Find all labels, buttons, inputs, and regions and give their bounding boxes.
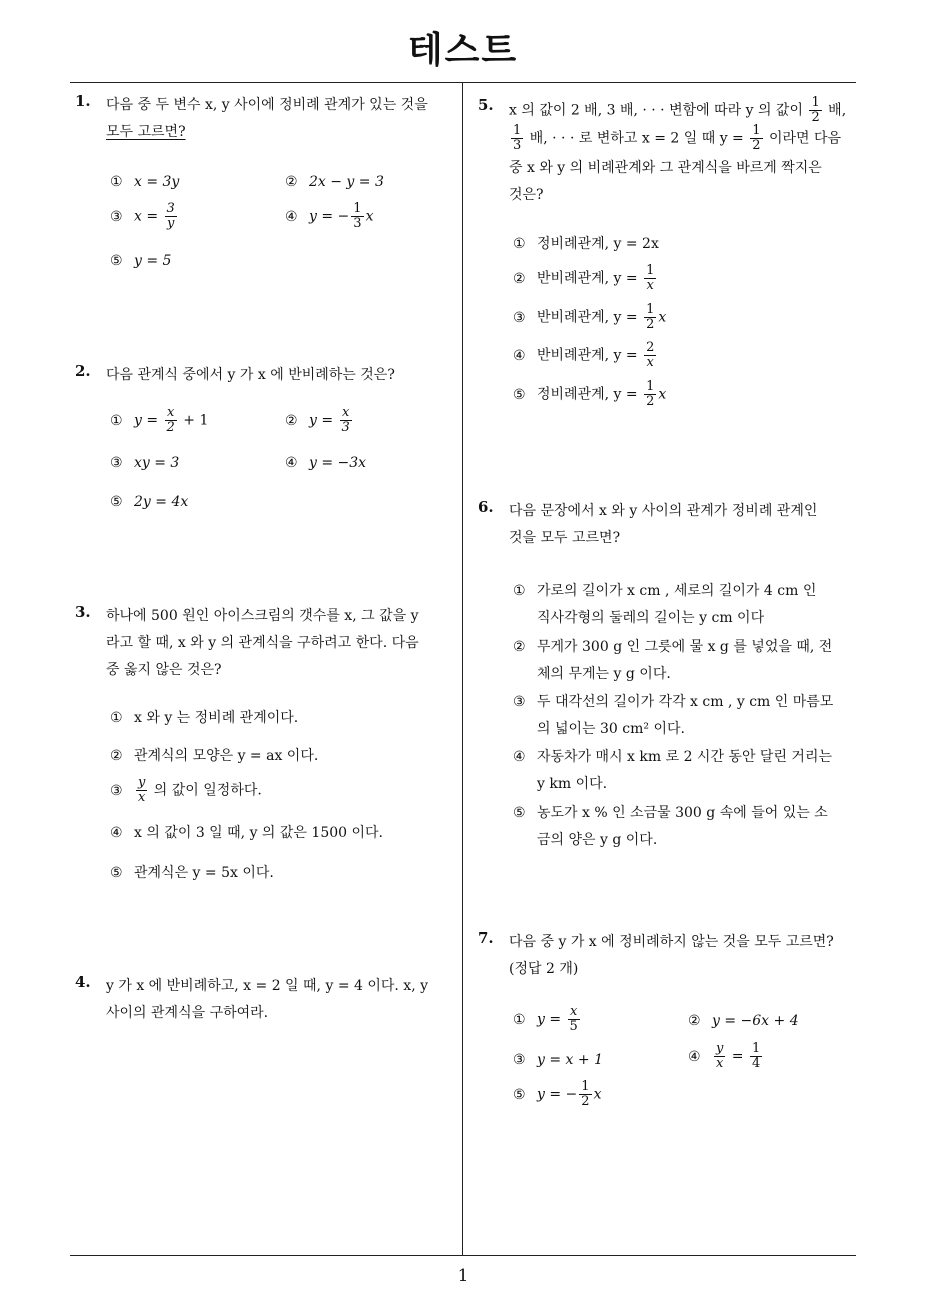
choice-1[interactable]: ① 정비례관계, y = 2x: [513, 236, 659, 252]
fraction: $\frac{1}{2}$: [646, 379, 655, 409]
fraction: $\frac{1}{2}$: [646, 302, 655, 332]
choice-1[interactable]: ① y = $\frac{x}{2}$ + 1: [110, 405, 209, 435]
question-line: 사이의 관계식을 구하여라.: [106, 1005, 269, 1021]
choice-3[interactable]: ③ 두 대각선의 길이가 각각 x cm , y cm 인 마름모 의 넓이는 30 cm² 이다.: [513, 694, 834, 737]
question-number: 2.: [75, 362, 91, 380]
choice-4[interactable]: ④ x 의 값이 3 일 때, y 의 값은 1500 이다.: [110, 825, 383, 841]
question-number: 6.: [478, 498, 494, 516]
choice-3[interactable]: ③ $\frac{y}{x}$ 의 값이 일정하다.: [110, 775, 262, 805]
question-line: 라고 할 때, x 와 y 의 관계식을 구하려고 한다. 다음: [106, 635, 419, 651]
question-line: (정답 2 개): [509, 961, 579, 977]
question-line: $\frac{1}{3}$ 배, · · · 로 변하고 x = 2 일 때 y = $\frac{1}{2}$ 이라면 다음: [513, 123, 842, 153]
choice-5[interactable]: ⑤ 관계식은 y = 5x 이다.: [110, 865, 274, 881]
choice-2[interactable]: ② 2x − y = 3: [285, 174, 384, 190]
question-number: 1.: [75, 92, 91, 110]
fraction: $\frac{x}{2}$: [166, 405, 175, 435]
fraction: $\frac{y}{x}$: [716, 1041, 724, 1071]
question-line: x 의 값이 2 배, 3 배, · · · 변함에 따라 y 의 값이 $\frac{1}{2}$ 배,: [509, 95, 847, 125]
choice-1[interactable]: ① y = $\frac{x}{5}$: [513, 1004, 578, 1034]
question-text: [509, 96, 846, 208]
question-text: [106, 362, 395, 389]
question-line: 다음 관계식 중에서 y 가 x 에 반비례하는 것은?: [106, 367, 395, 383]
choice-1[interactable]: ① 가로의 길이가 x cm , 세로의 길이가 4 cm 인 직사각형의 둘레의 길이는 y cm 이다: [513, 583, 817, 626]
question-line: 다음 중 y 가 x 에 정비례하지 않는 것을 모두 고르면?: [509, 934, 834, 950]
choice-1[interactable]: ① x = 3y: [110, 174, 180, 190]
choice-3[interactable]: ③ y = x + 1: [513, 1052, 603, 1068]
question-line: 모두 고르면?: [106, 124, 186, 140]
column-divider: [462, 82, 463, 1255]
choice-2[interactable]: ② 무게가 300 g 인 그릇에 물 x g 를 넣었을 때, 전 체의 무게는 y g 이다.: [513, 639, 833, 682]
fraction: $\frac{y}{x}$: [138, 775, 146, 805]
choice-5[interactable]: ⑤ 농도가 x % 인 소금물 300 g 속에 들어 있는 소 금의 양은 y g 이다.: [513, 805, 828, 848]
question-number: 5.: [478, 96, 494, 114]
question-text: [509, 498, 817, 552]
question-line: 것은?: [509, 187, 544, 203]
question-line: 것을 모두 고르면?: [509, 530, 621, 546]
question-number: 4.: [75, 973, 91, 991]
question-text: [106, 603, 419, 684]
question-line: 하나에 500 원인 아이스크림의 갯수를 x, 그 값을 y: [106, 608, 419, 624]
question-text: [509, 929, 834, 983]
fraction: $\frac{x}{5}$: [569, 1004, 578, 1034]
choice-3[interactable]: ③ xy = 3: [110, 455, 180, 471]
choice-4[interactable]: ④ y = −3x: [285, 455, 367, 471]
choice-5[interactable]: ⑤ y = − $\frac{1}{2}$ x: [513, 1079, 602, 1109]
choice-5[interactable]: ⑤ y = 5: [110, 253, 172, 269]
choice-2[interactable]: ② 관계식의 모양은 y = ax 이다.: [110, 748, 319, 764]
question-line: 중 옳지 않은 것은?: [106, 662, 222, 678]
choice-3[interactable]: ③ 반비례관계, y = $\frac{1}{2}$ x: [513, 302, 667, 332]
question-line: 다음 문장에서 x 와 y 사이의 관계가 정비례 관계인: [509, 503, 818, 519]
fraction: $\frac{3}{y}$: [166, 201, 175, 231]
choice-3[interactable]: ③ x = $\frac{3}{y}$: [110, 201, 175, 231]
question-number: 7.: [478, 929, 494, 947]
bottom-divider: [70, 1255, 856, 1256]
question-line: 중 x 와 y 의 비례관계와 그 관계식을 바르게 짝지은: [509, 160, 822, 176]
choice-2[interactable]: ② y = −6x + 4: [688, 1013, 799, 1029]
choice-4[interactable]: ④ $\frac{y}{x}$ = $\frac{1}{4}$: [688, 1041, 761, 1071]
page-number: 1: [457, 1266, 469, 1286]
question-line: y 가 x 에 반비례하고, x = 2 일 때, y = 4 이다. x, y: [106, 978, 429, 994]
question-text: [106, 973, 428, 1027]
fraction: $\frac{1}{3}$: [353, 201, 362, 231]
question-number: 3.: [75, 603, 91, 621]
fraction: $\frac{1}{x}$: [646, 263, 655, 293]
fraction: $\frac{1}{3}$: [513, 123, 522, 153]
choice-1[interactable]: ① x 와 y 는 정비례 관계이다.: [110, 710, 299, 726]
choice-4[interactable]: ④ 자동차가 매시 x km 로 2 시간 동안 달린 거리는 y km 이다.: [513, 749, 832, 792]
choice-2[interactable]: ② y = $\frac{x}{3}$: [285, 405, 350, 435]
fraction: $\frac{1}{4}$: [752, 1041, 761, 1071]
choice-4[interactable]: ④ 반비례관계, y = $\frac{2}{x}$: [513, 340, 655, 370]
fraction: $\frac{1}{2}$: [752, 123, 761, 153]
question-line: 다음 중 두 변수 x, y 사이에 정비례 관계가 있는 것을: [106, 97, 428, 113]
choice-4[interactable]: ④ y = − $\frac{1}{3}$ x: [285, 201, 374, 231]
choice-2[interactable]: ② 반비례관계, y = $\frac{1}{x}$: [513, 263, 655, 293]
choice-5[interactable]: ⑤ 정비례관계, y = $\frac{1}{2}$ x: [513, 379, 667, 409]
fraction: $\frac{2}{x}$: [646, 340, 655, 370]
top-divider: [70, 82, 856, 83]
fraction: $\frac{1}{2}$: [581, 1079, 590, 1109]
question-text: [106, 92, 428, 146]
page-title: 테스트: [407, 30, 519, 71]
fraction: $\frac{1}{2}$: [811, 95, 820, 125]
fraction: $\frac{x}{3}$: [341, 405, 350, 435]
choice-5[interactable]: ⑤ 2y = 4x: [110, 494, 189, 510]
